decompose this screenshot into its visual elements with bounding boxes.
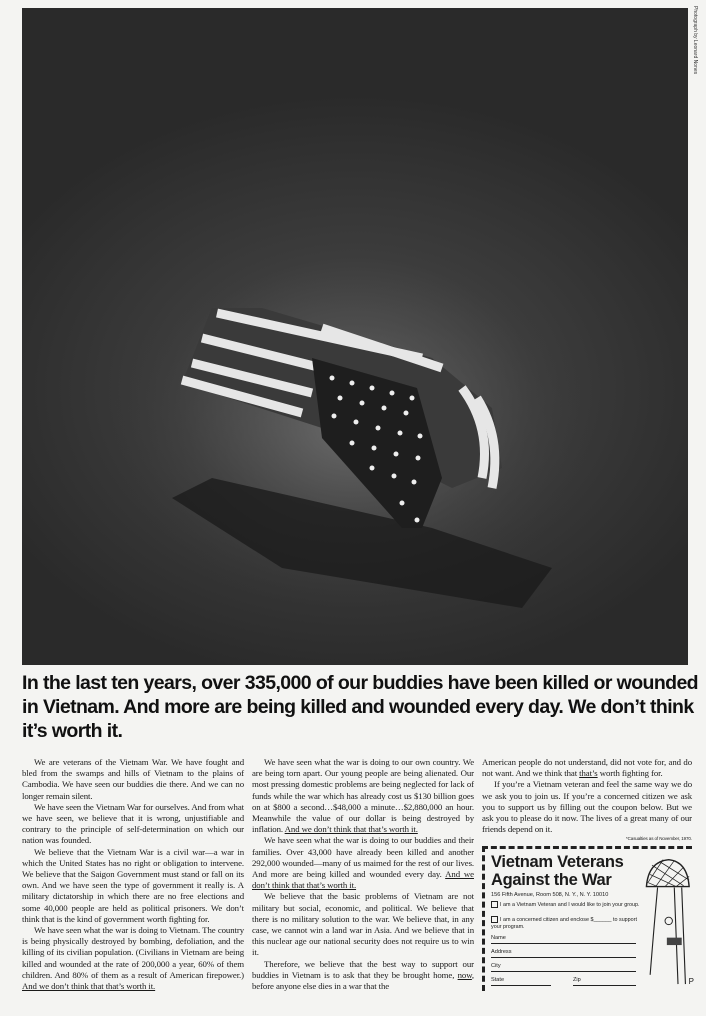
paragraph (252, 835, 474, 891)
ad-copy (22, 671, 698, 992)
coupon-address: 156 Fifth Avenue, Room 508, N. Y., N. Y. 10010 (491, 892, 609, 899)
photo-credit: Photograph by Leonard Nones (692, 6, 698, 75)
paragraph (22, 925, 244, 992)
paragraph-text: Therefore, we believe that the best way to support our buddies in Vietnam is to ask that they be brought home, (252, 958, 474, 980)
casualties-footnote: *Casualties as of November, 1970. (626, 836, 692, 842)
paragraph: We have seen the Vietnam War for ourselves. And from what we have seen, we believe that it is wrong, unjustifiable and contrary to the principle of self-determination on which our nation was founded. (22, 801, 244, 846)
paragraph (482, 757, 692, 779)
paragraph (252, 959, 474, 993)
paragraph-text: We have seen what the war is doing to our buddies and their families. Over 43,000 have already been killed and another 292,000 wounded—many of us maimed for the rest of our lives. And more are being killed and wounded every day. (252, 835, 474, 880)
underlined-refrain: And we don’t think that that’s worth it. (252, 869, 474, 891)
underlined-refrain: And we don’t think that that’s worth it. (22, 981, 156, 992)
zip-field[interactable]: Zip (573, 977, 636, 986)
paragraph: We believe that the basic problems of Vietnam are not military but social, economic, and political. We believe that there is no military solution to the war. We believe that, in any case, we cannot win a land war in Asia. And we believe that in this nuclear age our national security does not require us to win it. (252, 891, 474, 958)
coupon-title (491, 853, 623, 889)
state-field[interactable]: State (491, 977, 551, 986)
paragraph: We are veterans of the Vietnam War. We have fought and bled from the swamps and hills of Vietnam to the plains of Cambodia. We have seen our buddies die there. And we can no longer remain silent. (22, 757, 244, 801)
name-field[interactable]: Name (491, 935, 636, 944)
body-columns (22, 757, 692, 992)
option-join-checkbox[interactable] (491, 901, 641, 908)
option-label: I am a concerned citizen and enclose $ (500, 917, 594, 924)
coupon-code: P (688, 977, 694, 987)
option-label: I am a Vietnam Veteran and I would like to join your group. (500, 902, 640, 909)
underlined-thats: that’s (579, 768, 598, 779)
paragraph (252, 757, 474, 835)
membership-coupon (482, 846, 692, 991)
address-field[interactable]: Address (491, 949, 636, 958)
underlined-refrain: And we don’t think that that’s worth it. (284, 824, 418, 835)
flag-draped-coffin-photo (22, 8, 688, 665)
paragraph-text: We have seen what the war is doing to Vietnam. The country is being physically destroyed by bombing, defoliation, and the killing of its civilian population. (Civilians in Vietnam are being killed and wounded at the rate of 200,000 a year, 60% of them children. And 80% of them as a result of American firepower.) (22, 925, 244, 980)
headline: In the last ten years, over 335,000 of our buddies have been killed or wounded in Vietnam. And more are being killed and wounded every day. We don’t think it’s worth it. (22, 672, 698, 742)
coupon-title-line: Against the War (491, 871, 612, 890)
checkbox-icon[interactable] (491, 916, 498, 923)
coupon-title-line: Vietnam Veterans (491, 853, 624, 872)
paragraph-text: worth fighting for. (599, 768, 663, 779)
city-field[interactable]: City (491, 963, 636, 972)
option-donate-checkbox[interactable]: I am a concerned citizen and enclose $______ to support your program. (491, 917, 637, 930)
paragraph-text: , before anyone else dies in a war that the (252, 969, 474, 992)
body-column-2 (252, 757, 474, 992)
body-column-1 (22, 757, 244, 992)
underlined-now: now (457, 969, 472, 980)
body-column-3 (482, 757, 692, 991)
soldier-helmet-rifle-icon (639, 849, 691, 991)
option-label: to support your program. (491, 917, 637, 930)
flag-coffin-illustration (22, 8, 688, 665)
paragraph: We believe that the Vietnam War is a civil war—a war in which the United States has no right or obligation to intervene. We believe that the Saigon Government must stand or fall on its own. And we have seen the type of government it really is. A military dictatorship in which there are no free elections and some 40,000 people are held as political prisoners. We don’t think that is the kind of government worth fighting for. (22, 846, 244, 924)
paragraph-text: American people do not understand, did not vote for, and do not want. And we think that (482, 757, 692, 779)
paragraph: If you’re a Vietnam veteran and feel the same way we do we ask you to join us. If you’re a concerned citizen we ask you to support us by filling out the coupon below. But we ask you to please do it now. The lives of a great many of our friends depend on it. (482, 779, 692, 835)
paragraph-text: We have seen what the war is doing to our own country. We are being torn apart. Our young people are being alienated. Our most pressing domestic problems are being neglected for lack of funds while the war which has already cost us $130 billion goes on at $800 a second…$48,000 a minute…$2,880,000 an hour. Meanwhile the value of our dollar is being destroyed by inflation. (252, 757, 474, 835)
checkbox-icon[interactable] (491, 901, 498, 908)
